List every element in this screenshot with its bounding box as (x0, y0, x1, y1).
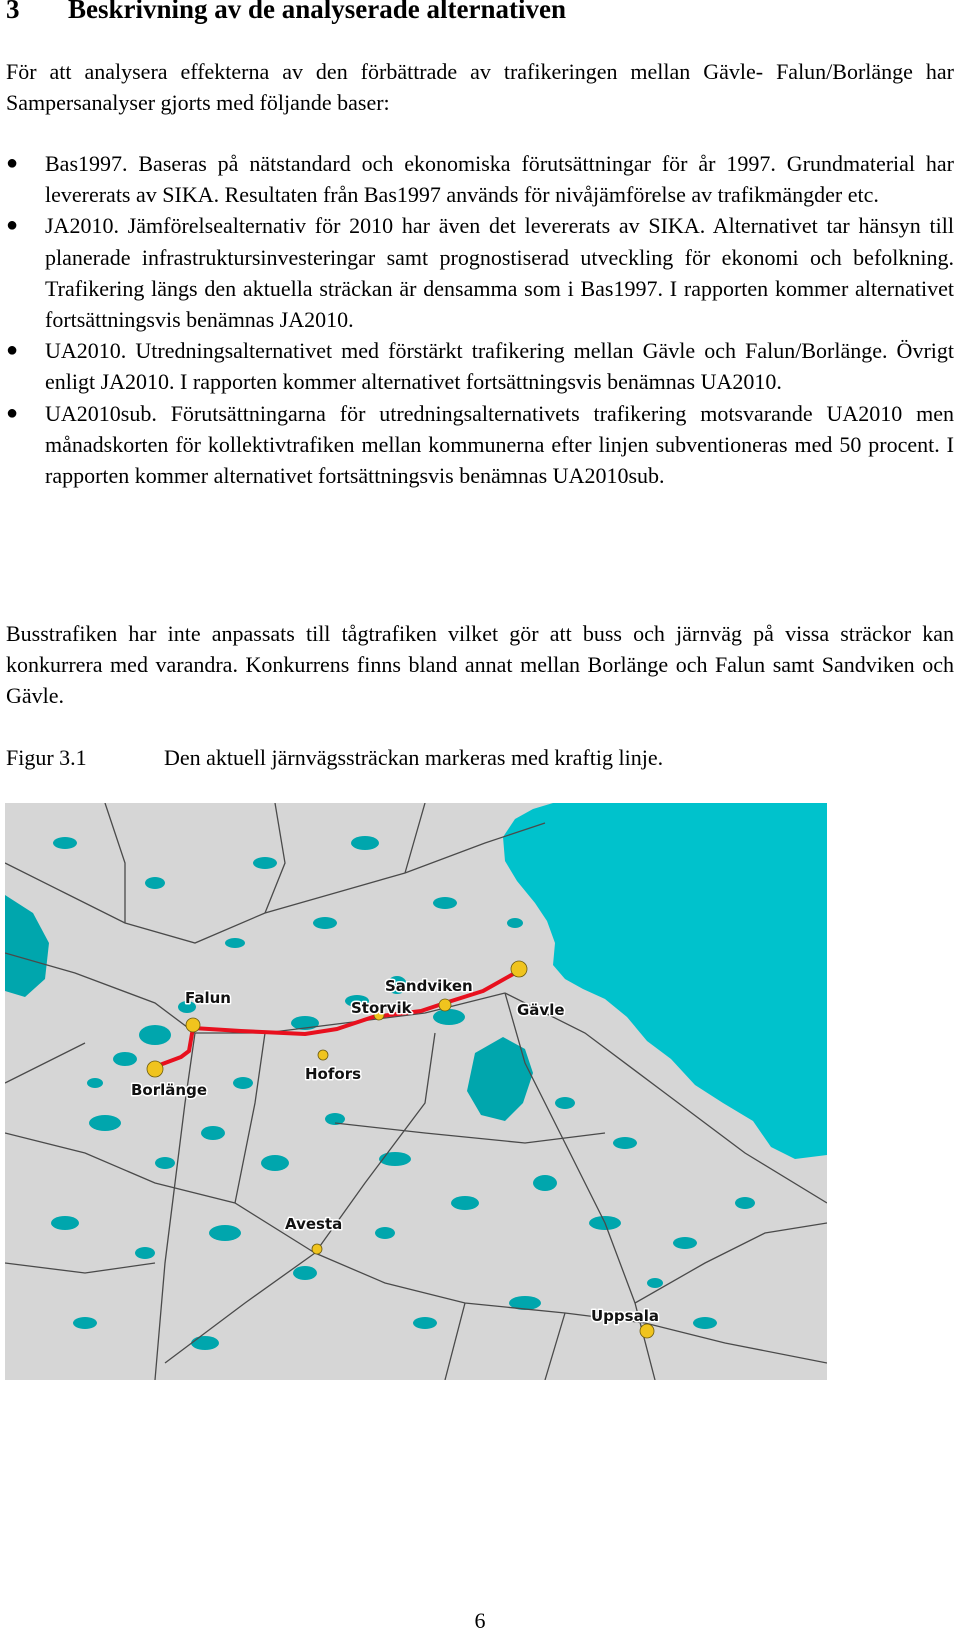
bullet-icon: ● (6, 339, 19, 362)
bullet-icon: ● (6, 214, 19, 237)
town-marker-falun (186, 1018, 200, 1032)
town-marker-sandviken (439, 999, 451, 1011)
figure-label: Figur 3.1 (6, 745, 87, 770)
list-item: ● UA2010sub. Förutsättningarna för utredningsalternativets trafikering motsvarande UA2010 men månadskorten för kollektivtrafiken mellan kommunerna efter linjen subventioneras med 50 procent. I rapporten kommer alternativet fortsättningsvis benämnas UA2010sub. (0, 398, 954, 492)
bullet-icon: ● (6, 152, 19, 174)
bullet-list (0, 148, 954, 491)
town-label-borlange: Borlänge (131, 1081, 207, 1099)
list-item: ● Bas1997. Baseras på nätstandard och ekonomiska förutsättningar för år 1997. Grundmaterial har levererats av SIKA. Resultaten från Bas1997 används för nivåjämförelse av trafikmängder etc. (0, 148, 954, 210)
intro-paragraph: För att analysera effekterna av den förbättrade av trafikeringen mellan Gävle- Falun/Borlänge har Sampersanalyser gjorts med följande baser: (6, 59, 954, 115)
town-marker-gavle (511, 961, 527, 977)
town-marker-hofors (318, 1050, 328, 1060)
town-label-gavle: Gävle (517, 1001, 565, 1019)
section-number: 3 (6, 0, 20, 24)
town-label-sandviken: Sandviken (385, 977, 473, 995)
railway-map (5, 803, 827, 1380)
town-label-falun: Falun (185, 989, 231, 1007)
list-item: ● UA2010. Utredningsalternativet med förstärkt trafikering mellan Gävle och Falun/Borlänge. Övrigt enligt JA2010. I rapporten kommer alternativet fortsättningsvis benämnas UA2010. (0, 335, 954, 397)
section-title: Beskrivning av de analyserade alternativen (68, 0, 566, 24)
bus-paragraph: Busstrafiken har inte anpassats till tågtrafiken vilket gör att buss och järnväg på vissa sträckor kan konkurrera med varandra. Konkurrens finns bland annat mellan Borlänge och Falun samt Sandviken och Gävle. (6, 621, 954, 708)
town-label-uppsala: Uppsala (591, 1307, 659, 1325)
town-label-hofors: Hofors (305, 1065, 362, 1083)
town-label-avesta: Avesta (285, 1215, 343, 1233)
list-item: ● JA2010. Jämförelsealternativ för 2010 har även det levererats av SIKA. Alternativet tar hänsyn till planerade infrastruktursinvesteringar samt prognostiserad utveckling för ekonomi och befolkning. Trafikering längs den aktuella sträckan är densamma som i Bas1997. I rapporten kommer alternativet fortsättningsvis benämnas JA2010. (0, 210, 954, 335)
page-number: 6 (474, 1608, 486, 1633)
section-heading (6, 0, 566, 25)
figure-caption-text: Den aktuell järnvägssträckan markeras med kraftig linje. (164, 745, 664, 770)
town-label-storvik: Storvik (351, 999, 412, 1017)
town-marker-avesta (312, 1244, 322, 1254)
town-marker-uppsala (640, 1324, 654, 1338)
town-marker-borlange (147, 1061, 163, 1077)
bullet-icon: ● (6, 401, 19, 424)
figure-caption (6, 742, 663, 773)
